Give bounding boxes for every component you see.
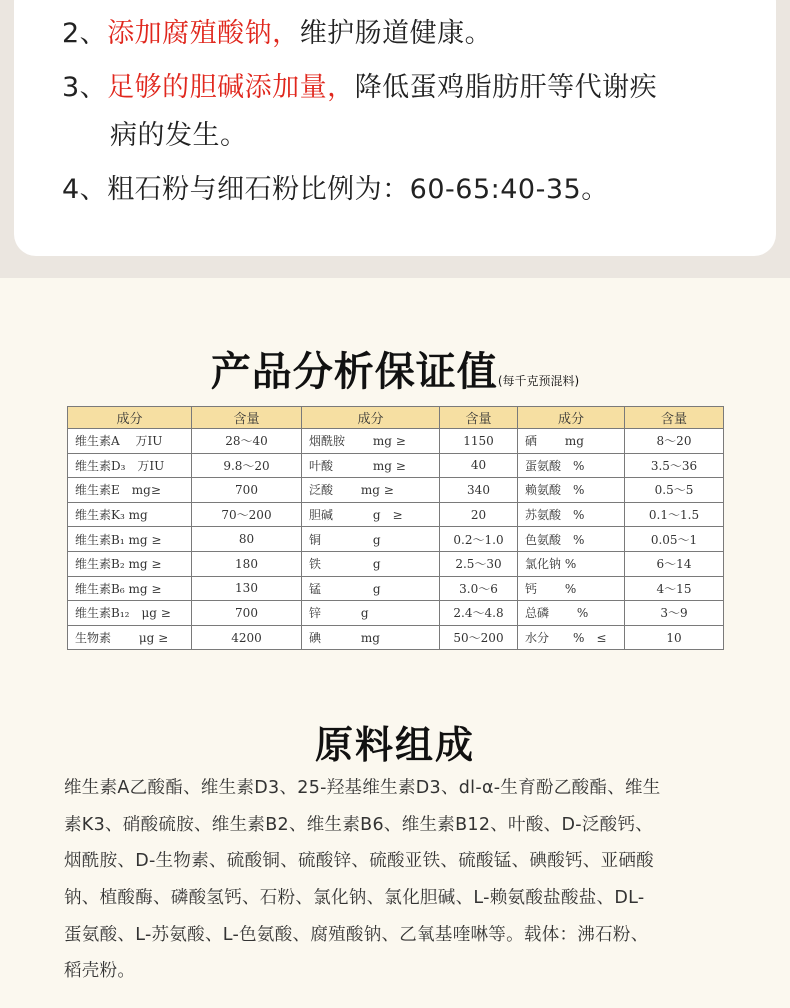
amount-cell: 0.1～1.5 xyxy=(625,502,724,527)
point-number: 3、 xyxy=(62,72,108,103)
amount-cell: 4～15 xyxy=(625,576,724,601)
raw-materials-text xyxy=(64,770,728,990)
amount-cell: 2.4～4.8 xyxy=(440,601,518,626)
amount-cell: 2.5～30 xyxy=(440,551,518,576)
point-text: 降低蛋鸡脂肪肝等代谢疾 xyxy=(354,72,658,103)
ingredient-cell: 铜 g xyxy=(302,527,440,552)
amount-cell: 3.0～6 xyxy=(440,576,518,601)
ingredient-cell: 泛酸 mg ≥ xyxy=(302,478,440,503)
amount-cell: 1150 xyxy=(440,429,518,454)
amount-cell: 50～200 xyxy=(440,625,518,650)
ingredient-cell: 维生素K₃ mg xyxy=(68,502,192,527)
ingredient-cell: 氯化钠 % xyxy=(518,551,625,576)
header-cell: 成分 xyxy=(518,407,625,429)
amount-cell: 40 xyxy=(440,453,518,478)
ingredient-cell: 赖氨酸 % xyxy=(518,478,625,503)
point-text: 粗石粉与细石粉比例为：60-65:40-35。 xyxy=(107,174,609,205)
text-line: 维生素A乙酸酯、维生素D3、25-羟基维生素D3、dl-α-生育酚乙酸酯、维生 xyxy=(64,778,661,798)
header-cell: 含量 xyxy=(440,407,518,429)
ingredient-cell: 胆碱 g ≥ xyxy=(302,502,440,527)
ingredient-cell: 叶酸 mg ≥ xyxy=(302,453,440,478)
table-row xyxy=(68,429,724,454)
ingredient-cell: 维生素B₆ mg ≥ xyxy=(68,576,192,601)
ingredient-cell: 维生素E mg≥ xyxy=(68,478,192,503)
analysis-title-subtitle: (每千克预混料) xyxy=(497,374,580,388)
amount-cell: 0.5～5 xyxy=(625,478,724,503)
top-section xyxy=(0,0,790,278)
ingredient-cell: 蛋氨酸 % xyxy=(518,453,625,478)
ingredient-cell: 硒 mg xyxy=(518,429,625,454)
amount-cell: 180 xyxy=(192,551,302,576)
amount-cell: 9.8～20 xyxy=(192,453,302,478)
ingredient-cell: 锰 g xyxy=(302,576,440,601)
text-line: 蛋氨酸、L-苏氨酸、L-色氨酸、腐殖酸钠、乙氧基喹啉等。载体：沸石粉、 xyxy=(64,924,649,945)
text-line: 稻壳粉。 xyxy=(64,961,136,982)
point-number: 2、 xyxy=(62,18,108,49)
ingredient-cell: 维生素B₂ mg ≥ xyxy=(68,551,192,576)
amount-cell: 3.5～36 xyxy=(625,453,724,478)
feature-point-3-continued: 病的发生。 xyxy=(110,120,248,151)
amount-cell: 0.05～1 xyxy=(625,527,724,552)
table-row xyxy=(68,601,724,626)
header-cell: 含量 xyxy=(192,407,302,429)
amount-cell: 700 xyxy=(192,478,302,503)
amount-cell: 700 xyxy=(192,601,302,626)
amount-cell: 340 xyxy=(440,478,518,503)
ingredient-cell: 碘 mg xyxy=(302,625,440,650)
amount-cell: 130 xyxy=(192,576,302,601)
table-row xyxy=(68,551,724,576)
table-header-row xyxy=(68,407,724,429)
ingredient-cell: 生物素 μg ≥ xyxy=(68,625,192,650)
table-row xyxy=(68,625,724,650)
ingredient-cell: 烟酰胺 mg ≥ xyxy=(302,429,440,454)
amount-cell: 6～14 xyxy=(625,551,724,576)
ingredient-cell: 总磷 % xyxy=(518,601,625,626)
ingredient-cell: 钙 % xyxy=(518,576,625,601)
ingredient-cell: 维生素D₃ 万IU xyxy=(68,453,192,478)
analysis-title xyxy=(0,340,790,397)
guaranteed-analysis-table xyxy=(67,406,724,650)
table-row xyxy=(68,453,724,478)
ingredient-cell: 维生素A 万IU xyxy=(68,429,192,454)
analysis-title-main: 产品分析保证值 xyxy=(210,349,498,395)
amount-cell: 10 xyxy=(625,625,724,650)
ingredient-cell: 锌 g xyxy=(302,601,440,626)
point-number: 4、 xyxy=(62,174,108,205)
amount-cell: 4200 xyxy=(192,625,302,650)
ingredient-cell: 维生素B₁₂ μg ≥ xyxy=(68,601,192,626)
point-highlight: 足够的胆碱添加量， xyxy=(107,72,355,103)
amount-cell: 80 xyxy=(192,527,302,552)
amount-cell: 70～200 xyxy=(192,502,302,527)
text-line: 素K3、硝酸硫胺、维生素B2、维生素B6、维生素B12、叶酸、D-泛酸钙、 xyxy=(64,814,654,835)
point-text: 维护肠道健康。 xyxy=(299,18,493,49)
feature-point-3 xyxy=(62,68,657,108)
text-line: 烟酰胺、D-生物素、硫酸铜、硫酸锌、硫酸亚铁、硫酸锰、碘酸钙、亚硒酸 xyxy=(64,851,654,872)
ingredient-cell: 苏氨酸 % xyxy=(518,502,625,527)
text-line: 钠、植酸酶、磷酸氢钙、石粉、氯化钠、氯化胆碱、L-赖氨酸盐酸盐、DL- xyxy=(64,888,645,909)
point-highlight: 添加腐殖酸钠， xyxy=(107,18,300,49)
feature-point-2 xyxy=(62,14,492,54)
raw-materials-title: 原料组成 xyxy=(314,723,475,767)
table-row xyxy=(68,527,724,552)
ingredient-cell: 水分 % ≤ xyxy=(518,625,625,650)
amount-cell: 8～20 xyxy=(625,429,724,454)
table-row xyxy=(68,576,724,601)
ingredient-cell: 铁 g xyxy=(302,551,440,576)
ingredient-cell: 维生素B₁ mg ≥ xyxy=(68,527,192,552)
amount-cell: 20 xyxy=(440,502,518,527)
header-cell: 成分 xyxy=(68,407,192,429)
feature-point-4 xyxy=(62,170,609,210)
amount-cell: 3～9 xyxy=(625,601,724,626)
table-row xyxy=(68,478,724,503)
amount-cell: 28～40 xyxy=(192,429,302,454)
ingredient-cell: 色氨酸 % xyxy=(518,527,625,552)
header-cell: 含量 xyxy=(625,407,724,429)
header-cell: 成分 xyxy=(302,407,440,429)
table-row xyxy=(68,502,724,527)
amount-cell: 0.2～1.0 xyxy=(440,527,518,552)
